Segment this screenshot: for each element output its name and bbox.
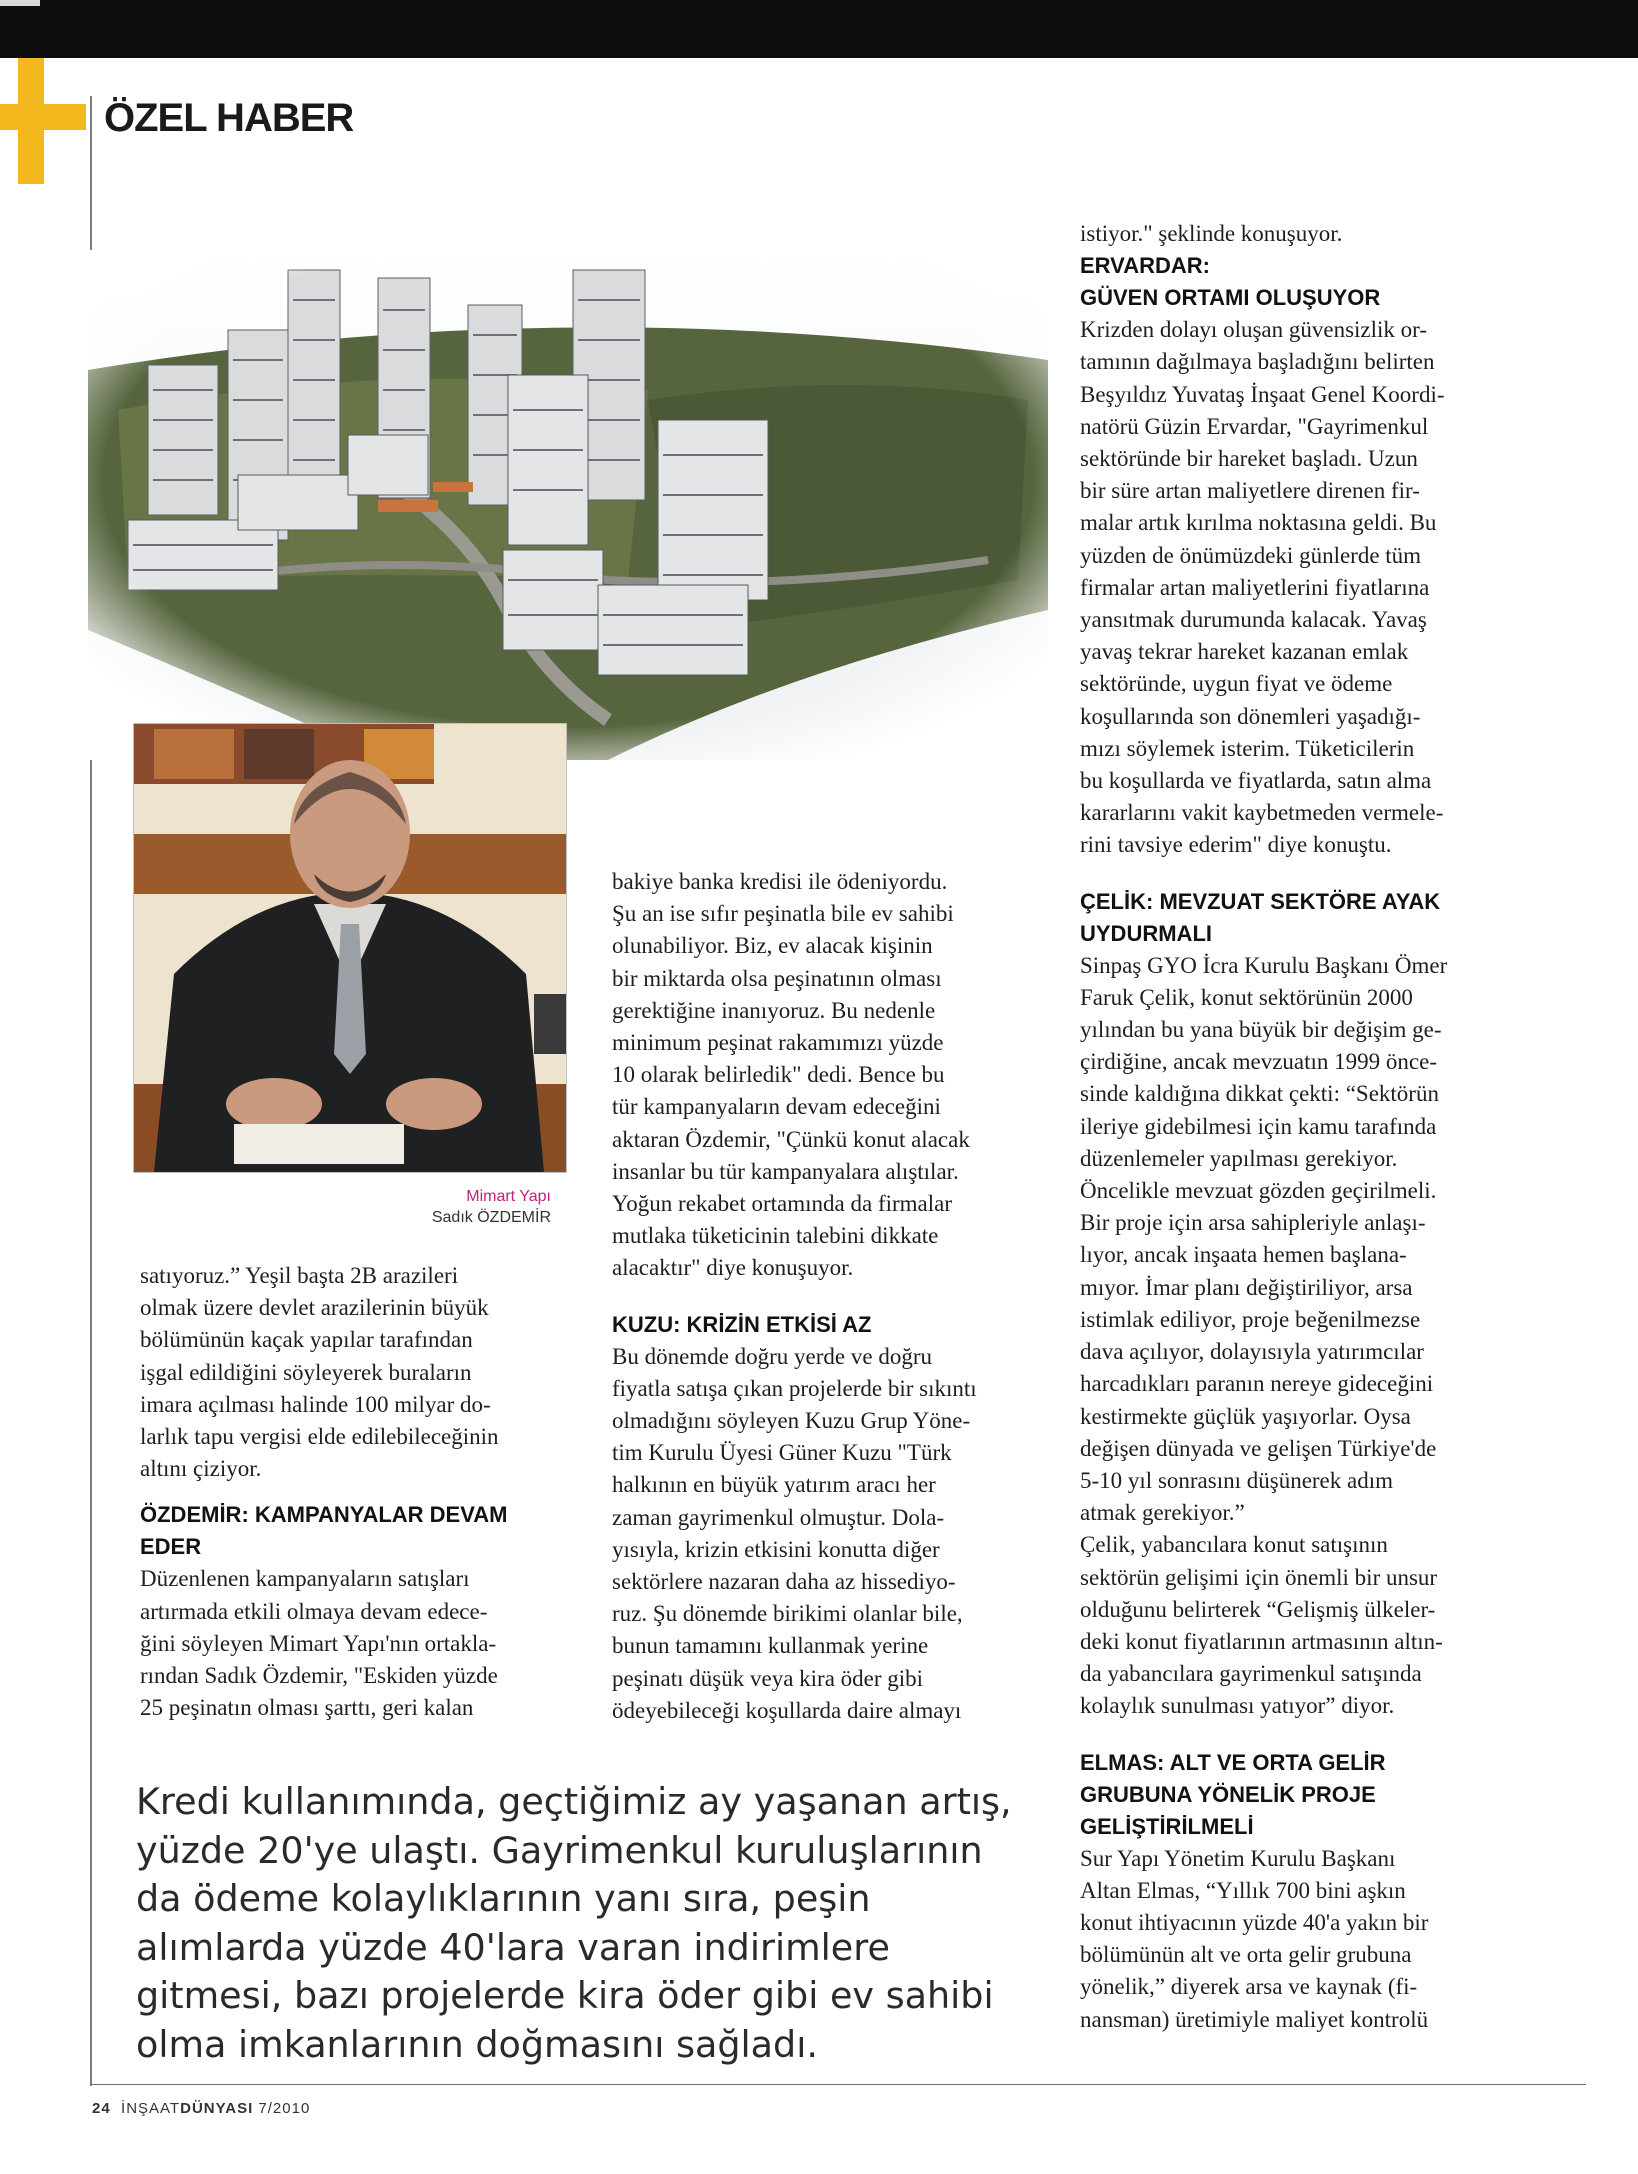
magazine-name-part-1: İNŞAAT: [121, 2100, 181, 2117]
col3-paragraph-4: Sur Yapı Yönetim Kurulu Başkanı Altan Elmas, “Yıllık 700 bini aşkın konut ihtiyacının yüzde 40'a yakın bir bölümünün alt ve orta gelir grubuna yönelik,” diyerek arsa ve kaynak (fi- nansman) üretimiyle maliyet kontrolü: [1080, 1845, 1429, 2032]
portrait-frame: [133, 723, 567, 1173]
yellow-plus-horizontal: [0, 104, 86, 130]
col1-heading-ozdemir: ÖZDEMİR: KAMPANYALAR DEVAM EDER: [140, 1502, 508, 1560]
issue-number: 7/2010: [258, 2100, 311, 2117]
hero-project-image: [88, 250, 1048, 760]
column-2: [612, 866, 1052, 1727]
col2-paragraph-1: bakiye banka kredisi ile ödeniyordu. Şu an ise sıfır peşinatla bile ev sahibi olunabiliyor. Biz, ev alacak kişinin bir miktarda olsa peşinatının olması gerektiğine inanıyoruz. Bu nedenle minimum peşinat rakamımızı yüzde 10 olarak belirledik" dedi. Bence bu tür kampanyaların devam edeceğini aktaran Özdemir, "Çünkü konut alacak insanlar bu tür kampanyalara alıştılar. Yoğun rekabet ortamında da firmalar mutlaka tüketicinin talebini dikkate alacaktır" diye konuşuyor.: [612, 869, 970, 1281]
magazine-name-part-2: DÜNYASI: [180, 2100, 254, 2117]
pull-quote: Kredi kullanımında, geçtiğimiz ay yaşanan artış, yüzde 20'ye ulaştı. Gayrimenkul kuruluşlarının da ödeme kolaylıklarının yanı sıra, peşin alımlarda yüzde 40'lara varan indirimlere gitmesi, bazı projelerde kira öder gibi ev sahibi olma imkanlarının doğmasını sağladı.: [136, 1780, 1012, 2066]
col2-paragraph-2: Bu dönemde doğru yerde ve doğru fiyatla satışa çıkan projelerde bir sıkıntı olmadığını söyleyen Kuzu Grup Yöne- tim Kurulu Üyesi Güner Kuzu "Türk halkının en büyük yatırım aracı her zaman gayrimenkul olmuştur. Dola- yısıyla, krizin etkisini konutta diğer sektörlere nazaran daha az hissediyo- ruz. Şu dönemde birikimi olanlar bile, bunun tamamını kullanmak yerine peşinatı düşük veya kira öder gibi ödeyebileceği koşullarda daire almayı: [612, 1343, 977, 1723]
page-footer: [92, 2100, 310, 2117]
top-bar-corner: [0, 0, 40, 6]
col1-paragraph-2: Düzenlenen kampanyaların satışları artırmada etkili olmaya devam edece- ğini söyleyen Mimart Yapı'nın ortakla- rından Sadık Özdemir, "Eskiden yüzde 25 peşinatın olması şarttı, geri kalan: [140, 1566, 498, 1721]
col3-paragraph-3: Sinpaş GYO İcra Kurulu Başkanı Ömer Faruk Çelik, konut sektörünün 2000 yılından bu yana büyük bir değişim ge- çirdiğine, ancak mevzuatın 1999 önce- sinde kaldığına dikkat çekti: “Sektörün ileriye gidebilmesi için kamu tarafında düzenlemeler yapılması gerekiyor. Öncelikle mevzuat gözden geçirilmeli. Bir proje için arsa sahipleriyle anlaşı- lıyor, ancak inşaata hemen başlana- mıyor. İmar planı değiştiriliyor, arsa istimlak ediliyor, proje beğenilmezse dava açılıyor, dolayısıyla yatırımcılar harcadıkları paranın nereye gideceğini kestirmekte güçlük yaşıyorlar. Oysa değişen dünyada ve gelişen Türkiye'de 5-10 yıl sonrasını düşünerek adım atmak gerekiyor.” Çelik, yabancılara konut satışının sektörün gelişimi için önemli bir unsur olduğunu belirterek “Gelişmiş ülkeler- deki konut fiyatlarının artmasının altın- da yabancılara gayrimenkul satışında kolaylık sunulması yatıyor” diyor.: [1080, 952, 1448, 1719]
column-1: [140, 1260, 580, 1724]
column-3: [1080, 218, 1520, 2036]
caption-person: Sadık ÖZDEMİR: [431, 1209, 551, 1226]
col1-paragraph-1: satıyoruz.” Yeşil başta 2B arazileri olmak üzere devlet arazilerinin büyük bölümünün kaçak yapılar tarafından işgal edildiğini söyleyerek buraların imara açılması halinde 100 milyar do- larlık tapu vergisi elde edilebileceğinin altını çiziyor.: [140, 1263, 499, 1482]
col2-heading-kuzu: KUZU: KRİZİN ETKİSİ AZ: [612, 1311, 872, 1337]
page-number: 24: [92, 2100, 111, 2117]
col3-heading-celik: ÇELİK: MEVZUAT SEKTÖRE AYAK UYDURMALI: [1080, 888, 1441, 946]
top-black-bar: [0, 0, 1638, 58]
caption-company: Mimart Yapı: [466, 1188, 551, 1205]
footer-rule: [90, 2084, 1586, 2085]
col3-heading-ervardar: ERVARDAR: GÜVEN ORTAMI OLUŞUYOR: [1080, 253, 1381, 311]
col3-paragraph-2: Krizden dolayı oluşan güvensizlik or- tamının dağılmaya başladığını belirten Beşyıldız Yuvataş İnşaat Genel Koordi- natörü Güzin Ervardar, "Gayrimenkul sektöründe bir hareket başladı. Uzun bir süre artan maliyetlere direnen fir- malar artık kırılma noktasına geldi. Bu yüzden de önümüzdeki günlerde tüm firmalar artan maliyetlerini fiyatlarına yansıtmak durumunda kalacak. Yavaş yavaş tekrar hareket kazanan emlak sektöründe, uygun fiyat ve ödeme koşullarında son dönemleri yaşadığı- mızı söylemek isterim. Tüketicilerin bu koşullarda ve fiyatlarda, satın alma kararlarını vakit kaybetmeden vermele- rini tavsiye ederim" diye konuştu.: [1080, 317, 1445, 858]
photo-caption: [300, 1186, 551, 1228]
col3-paragraph-1: istiyor." şeklinde konuşuyor.: [1080, 221, 1343, 246]
section-title: ÖZEL HABER: [104, 96, 354, 140]
col3-heading-elmas: ELMAS: ALT VE ORTA GELİR GRUBUNA YÖNELİK PROJE GELİŞTİRİLMELİ: [1080, 1749, 1386, 1839]
